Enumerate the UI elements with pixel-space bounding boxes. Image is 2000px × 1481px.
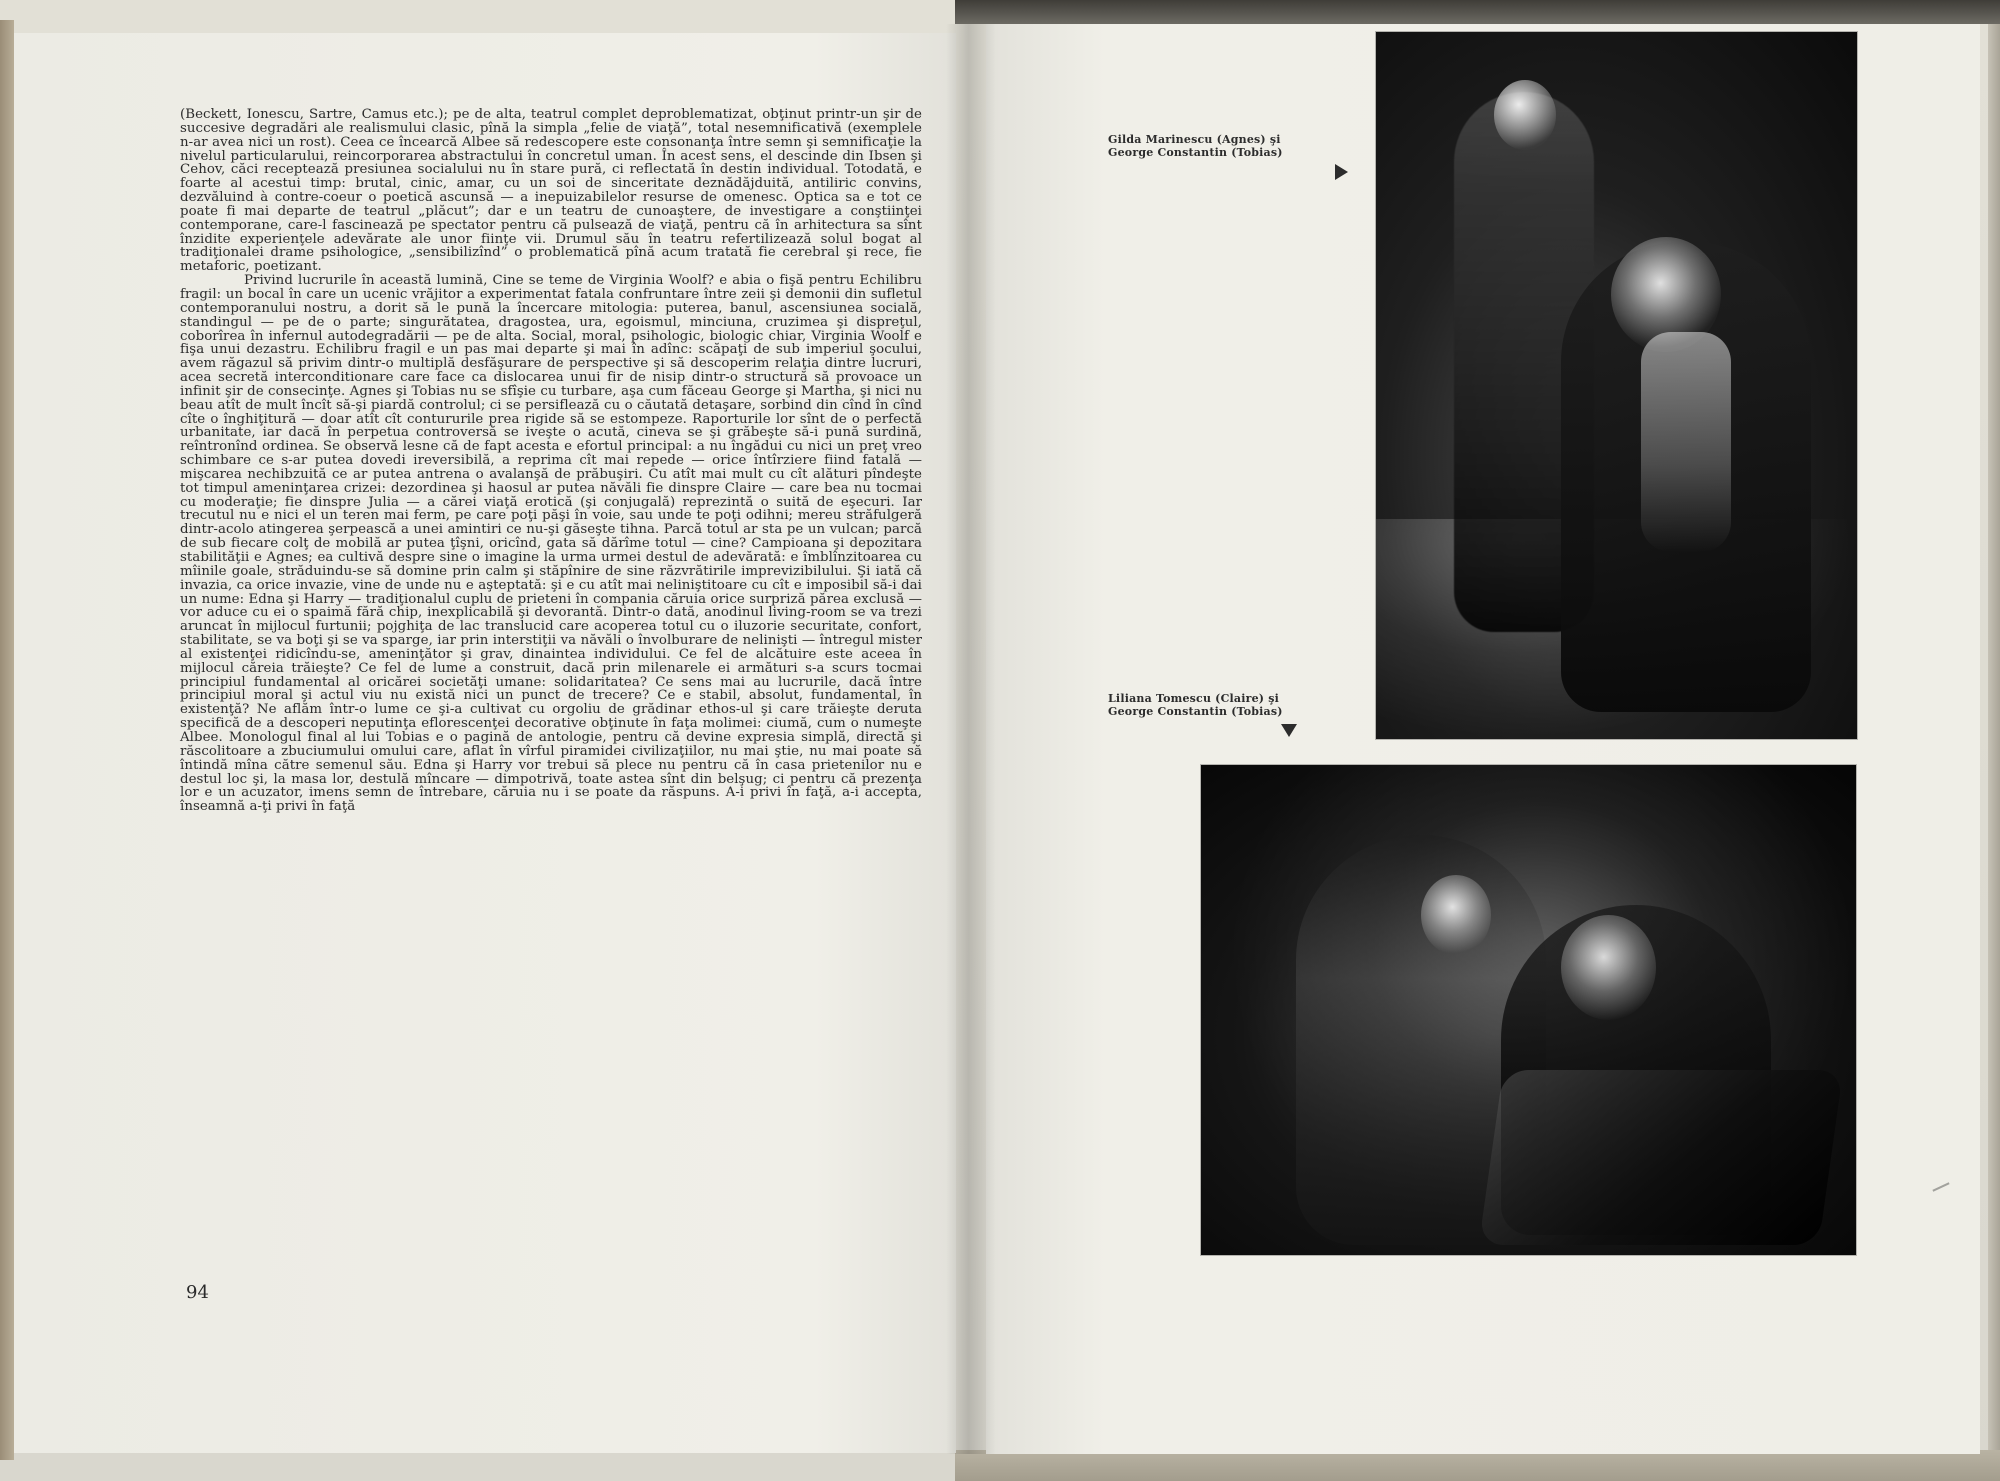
arrow-right-icon [1335, 164, 1348, 180]
paragraph-2: Privind lucrurile în această lumină, Cine se teme de Virginia Woolf? e abia o fişă pentru Echilibru fragil: un bocal în care un ucenic vrăjitor a experimentat fatala confruntare între zeii şi demonii din sufletul contemporanului nostru, a dorit să le pună la încercare mitologia: puterea, banul, ascensiunea socială, standingul — pe de o parte; singurătatea, dragostea, ura, egoismul, minciuna, cruzimea şi dispreţul, coborîrea în infernul autodegradării — pe de alta. Social, moral, psihologic, biologic chiar, Virginia Woolf e fişa unui dezastru. Echilibru fragil e un pas mai departe şi mai în adînc: scăpaţi de sub imperiul şocului, avem răgazul să privim dintr-o multiplă desfăşurare de perspective şi să descoperim relaţia dintre lucruri, acea secretă interconditionare care face ca dislocarea unui fir de nisip dintr-o structură să provoace un infinit şir de consecinţe. Agnes şi Tobias nu se sfîşie cu turbare, aşa cum făceau George şi Martha, şi nici nu beau atît de mult încît să-şi piardă controlul; ci se persiflează cu o căutată detaşare, sorbind din cînd în cînd cîte o înghiţitură — doar atît cît contururile prea rigide să se estompeze. Raporturile lor sînt de o perfectă urbanitate, iar dacă în perpetua controversă se iveşte o acută, cineva se şi grăbeşte să-i pună surdină, reîntronînd ordinea. Se observă lesne că de fapt acesta e efortul principal: a nu îngădui cu nici un preţ vreo schimbare ce s-ar putea dovedi ireversibilă, a reprima cît mai repede — orice întîrziere fiind fatală — mişcarea nechibzuită ce ar putea antrena o avalanşă de prăbuşiri. Cu atît mai mult cu cît alături pîndeşte tot timpul ameninţarea crizei: dezordinea şi haosul ar putea năvăli fie dinspre Claire — care bea nu tocmai cu moderaţie; fie dinspre Julia — a cărei viaţă erotică (şi conjugală) reprezintă o suită de eşecuri. Iar trecutul nu e nici el un teren mai ferm, pe care poţi păşi în voie, sau unde te poţi odihni; mereu străfulgeră dintr-acolo atingerea şerpească a unei amintiri ce nu-şi găseşte tihna. Parcă totul ar sta pe un vulcan; parcă de sub fiecare colţ de mobilă ar putea ţîşni, oricînd, gata să dărîme totul — cine? Campioana şi depozitara stabilităţii e Agnes; ea cultivă despre sine o imagine la urma urmei destul de adevărată: e îmblînzitoarea cu mîinile goale, străduindu-se să domine prin calm şi stăpînire de sine răzvrătirile imprevizibilului. Şi iată că invazia, ca orice invazie, vine de unde nu e aşteptată: şi e cu atît mai neliniştitoare cu cît e imposibil să-i dai un nume: Edna şi Harry — tradiţionalul cuplu de prieteni în compania căruia orice surpriză părea exclusă — vor aduce cu ei o spaimă fără chip, inexplicabilă şi devorantă. Dintr-o dată, anodinul living-room se va trezi aruncat în mijlocul furtunii; pojghiţa de lac translucid care acoperea totul cu o iluzorie securitate, confort, stabilitate, se va boţi şi se va sparge, iar prin interstiţii va năvăli o învolburare de nelinişti — întregul mister al existenţei ridicîndu-se, ameninţător şi grav, dinaintea individului. Ce fel de alcătuire este aceea în mijlocul căreia trăieşte? Ce fel de lume a construit, dacă prin milenarele ei armături s-a scurs tocmai principiul fundamental al oricărei societăţi umane: solidaritatea? Ce sens mai au lucrurile, dacă între principiul moral şi actul viu nu există nici un punct de trecere? Ce e stabil, absolut, fundamental, în existenţă? Ne aflăm într-o lume ce şi-a cultivat cu orgoliu de grădinar ethos-ul şi care trăieşte deruta specifică de a descoperi neputinţa eflorescenţei decorative obţinute în faţa molimei: ciumă, cum o numeşte Albee. Monologul final al lui Tobias e o pagină de antologie, pentru că devine expresia simplă, directă şi răscolitoare a zbuciumului omului care, aflat în vîrful piramidei civilizaţiilor, nu mai ştie, nu mai poate să întindă mîna către semenul său. Edna şi Harry vor trebui să plece nu pentru că în casa prietenilor nu e destul loc şi, la masa lor, destulă mîncare — dimpotrivă, toate astea sînt din belşug; ci pentru că prezenţa lor e un acuzator, imens semn de întrebare, căruia nu i se poate da răspuns. A-i privi în faţă, a-i accepta, înseamnă a-ţi privi în faţă [180, 273, 922, 815]
photo-caption-bottom [1108, 692, 1353, 718]
woman-face [1421, 875, 1491, 955]
paragraph-1: (Beckett, Ionescu, Sartre, Camus etc.); pe de alta, teatrul complet deproblematizat, obţinut printr-un şir de succesive degradări ale realismului clasic, pînă la simpla „felie de viaţă”, total nesemnificativă (exemplele n-ar avea nici un rost). Ceea ce încearcă Albee să redescopere este consonanţa între semn şi semnificaţie la nivelul particularului, reincorporarea abstractului în concretul uman. În acest sens, el descinde din Ibsen şi Cehov, căci receptează presiunea socialului nu în stare pură, ci reflectată în destin individual. Totodată, e foarte al acestui timp: brutal, cinic, amar, cu un soi de sinceritate deznădăjduită, antiliric convins, dezvăluind à contre-coeur o poetică ascunsă — a inepuizabilelor resurse de omenesc. Optica sa e tot ce poate fi mai departe de teatrul „plăcut”; dar e un teatru de cunoaştere, de investigare a conştiinţei contemporane, care-l fascinează pe spectator pentru că pulsează de viaţă, pentru că în arhitectura sa sînt înzidite experienţele adevărate ale unor fiinţe vii. Drumul său în teatru refertilizează solul bogat al tradiţionalei drame psihologice, „sensibilizînd” o problematică pînă acum tratată fie cerebral şi rece, fie metaforic, poetizant. [180, 107, 922, 275]
caption-bottom-line-2: George Constantin (Tobias) [1108, 705, 1283, 718]
arrow-down-icon [1281, 724, 1297, 737]
photo-caption-top [1108, 133, 1353, 159]
top-binding-edge [955, 0, 2000, 24]
man-face [1561, 915, 1656, 1020]
photo-agnes-tobias [1376, 32, 1857, 739]
sofa-shape [1479, 1070, 1844, 1245]
right-cover-edge [1988, 24, 2000, 1454]
caption-top-line-1: Gilda Marinescu (Agnes) şi [1108, 133, 1281, 146]
photo-claire-tobias [1201, 765, 1856, 1255]
woman-head [1494, 80, 1556, 150]
caption-bottom-line-1: Liliana Tomescu (Claire) şi [1108, 692, 1280, 705]
bottom-cover-edge [955, 1450, 2000, 1481]
page-number: 94 [186, 1282, 209, 1303]
man-shirt [1641, 332, 1731, 552]
left-page-text [180, 108, 922, 1258]
left-cover-edge [0, 20, 14, 1460]
caption-top-line-2: George Constantin (Tobias) [1108, 146, 1283, 159]
